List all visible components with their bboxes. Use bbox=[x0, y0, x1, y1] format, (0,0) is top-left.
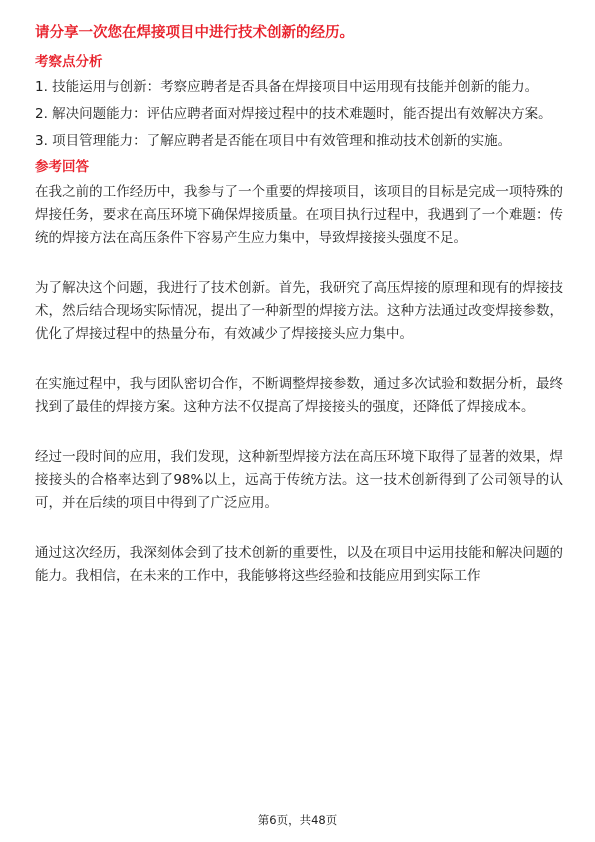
analysis-point-3: 3. 项目管理能力：了解应聘者是否能在项目中有效管理和推动技术创新的实施。 bbox=[35, 133, 512, 149]
answer-paragraph-4: 经过一段时间的应用，我们发现，这种新型焊接方法在高压环境下取得了显著的效果，焊接接头的合格率达到了98%以上，远高于传统方法。这一技术创新得到了公司领导的认可，并在后续的项目中得到了广泛应用。 bbox=[35, 449, 563, 511]
analysis-point-1: 1. 技能运用与创新：考察应聘者是否具备在焊接项目中运用现有技能并创新的能力。 bbox=[35, 79, 539, 95]
answer-body bbox=[35, 181, 563, 588]
answer-paragraph-5: 通过这次经历，我深刻体会到了技术创新的重要性，以及在项目中运用技能和解决问题的能力。我相信，在未来的工作中，我能够将这些经验和技能应用到实际工作 bbox=[35, 545, 563, 584]
answer-paragraph-1: 在我之前的工作经历中，我参与了一个重要的焊接项目，该项目的目标是完成一项特殊的焊接任务，要求在高压环境下确保焊接质量。在项目执行过程中，我遇到了一个难题：传统的焊接方法在高压条件下容易产生应力集中，导致焊接接头强度不足。 bbox=[35, 184, 563, 246]
answer-paragraph-3: 在实施过程中，我与团队密切合作，不断调整焊接参数，通过多次试验和数据分析，最终找到了最佳的焊接方案。这种方法不仅提高了焊接接头的强度，还降低了焊接成本。 bbox=[35, 376, 563, 415]
document-page bbox=[35, 22, 563, 588]
answer-paragraph-2: 为了解决这个问题，我进行了技术创新。首先，我研究了高压焊接的原理和现有的焊接技术，然后结合现场实际情况，提出了一种新型的焊接方法。这种方法通过改变焊接参数，优化了焊接过程中的热量分布，有效减少了焊接接头应力集中。 bbox=[35, 280, 563, 342]
analysis-title: 考察点分析 bbox=[35, 54, 103, 70]
analysis-point-2: 2. 解决问题能力：评估应聘者面对焊接过程中的技术难题时，能否提出有效解决方案。 bbox=[35, 106, 552, 122]
page-number-footer: 第6页，共48页 bbox=[257, 813, 338, 827]
question-heading: 请分享一次您在焊接项目中进行技术创新的经历。 bbox=[35, 25, 354, 41]
answer-title: 参考回答 bbox=[35, 159, 89, 175]
